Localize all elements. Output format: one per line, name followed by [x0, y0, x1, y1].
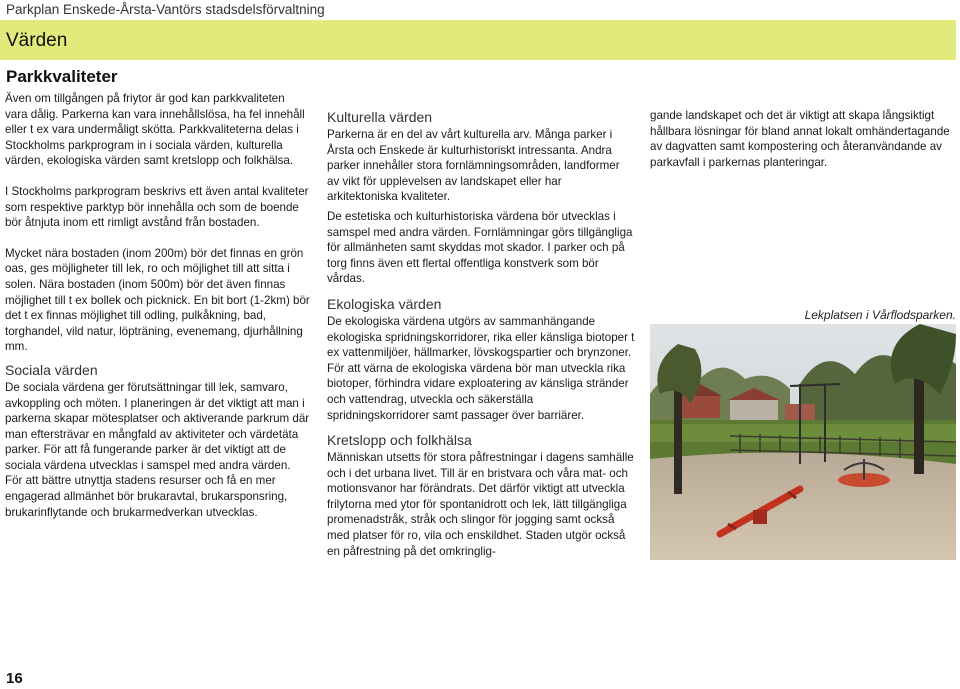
paragraph: De ekologiska värdena utgörs av sammanhängande ekologiska spridningskorridorer, rika eller känsliga biotoper t ex vattenmiljöer, hällmarker, lövskogspartier och brynzoner. För att värna de ekologiska värdena bör man utveckla rika biotoper, förhindra vidare exploatering av känsliga stränder och vattendrag, utveckla och säkerställa spridningskorridorer samt passager över barriärer. — [327, 314, 635, 422]
paragraph: Människan utsetts för stora påfrestningar i dagens samhälle och i det urbana livet. Till är en bristvara och våra mat- och motionsvanor har förändrats. Det därför viktigt att utveckla frilytorna med ytor för spontanidrott och lek, lätt tillgängliga promenadstråk, stråk och slingor för jogging samt också med platser för ro, vila och enskildhet. Staden utgör också en påfrestning på det omkringlig- — [327, 451, 634, 558]
text-column-2 — [327, 108, 635, 574]
playground-photo — [650, 324, 956, 560]
page-header-title: Parkplan Enskede-Årsta-Vantörs stadsdelsförvaltning — [6, 2, 325, 17]
heading-kretslopp-och-folkhalsa: Kretslopp och folkhälsa — [327, 432, 472, 449]
paragraph: gande landskapet och det är viktigt att skapa långsiktigt hållbara lösningar för bland annat lokalt omhändertagande av dagvatten samt kompostering och återanvändande av parkavfall i parkernas planteringar. — [650, 109, 950, 169]
paragraph: Även om tillgången på friytor är god kan parkkvaliteten vara dålig. Parkerna kan vara innehållslösa, ha fel innehåll eller t ex vara undermåligt skötta. Parkkvaliteterna delas i Stockholms parkprogram in i sociala värden, kulturella värden, ekologiska värden samt kretslopp och folkhälsa. — [5, 92, 305, 168]
page-number: 16 — [6, 670, 23, 687]
section-band — [0, 20, 956, 60]
paragraph: I Stockholms parkprogram beskrivs ett även antal kvaliteter som respektive parktyp bör innehålla och som de boende bör åtnjuta inom ett rimligt avstånd från bostaden. — [5, 184, 309, 230]
band-title: Värden — [6, 30, 68, 51]
heading-sociala-varden: Sociala värden — [5, 361, 98, 378]
heading-ekologiska-varden: Ekologiska värden — [327, 295, 442, 312]
paragraph: Mycket nära bostaden (inom 200m) bör det finnas en grön oas, ges möjligheter till lek, ro och möjlighet till att sitta i solen. Nära bostaden (inom 500m) bör det även finnas möjlighet till t ex bollek och picknick. En bit bort (1-2km) bör det t ex finnas möjlighet till odling, pulkåkning, bad, torghandel, vild natur, löpträning, evenemang, djurhållning mm. — [5, 246, 310, 354]
text-column-3 — [650, 108, 958, 185]
section-title: Parkkvaliteter — [6, 67, 118, 86]
paragraph: Parkerna är en del av vårt kulturella arv. Många parker i Årsta och Enskede är kulturhistoriskt intressanta. Andra parker innehåller stora fornlämningsområden, landformer av vikt för upplevelsen av landskapet eller har arkitektoniska kvaliteter. — [327, 128, 620, 204]
heading-kulturella-varden: Kulturella värden — [327, 109, 433, 125]
text-column-1 — [5, 91, 310, 535]
paragraph: De estetiska och kulturhistoriska värdena bör utvecklas i samspel med andra värden. Fornlämningar görs tillgängliga för allmänheten samt skyddas mot skador. I parker och på torg finns även ett flertal offentliga konstverk som bör vårdas. — [327, 209, 633, 286]
paragraph: De sociala värdena ger förutsättningar till lek, samvaro, avkoppling och möten. I planeringen är det viktigt att man i parkerna skapar mötesplatser och aktiverande parkrum där man eftersträvar en mångfald av aktiviteter och värdetäta parker. För att få fungerande parker är det viktigt att de sociala värdena utvecklas i samspel med andra värden. För att bättre utnyttja stadens resurser och få en mer engagerad allmänhet bör brukaravtal, brukarsponsring, brukarinflytande och brukarmedverkan utvecklas. — [5, 380, 310, 519]
photo-caption: Lekplatsen i Vårflodsparken. — [804, 308, 956, 322]
